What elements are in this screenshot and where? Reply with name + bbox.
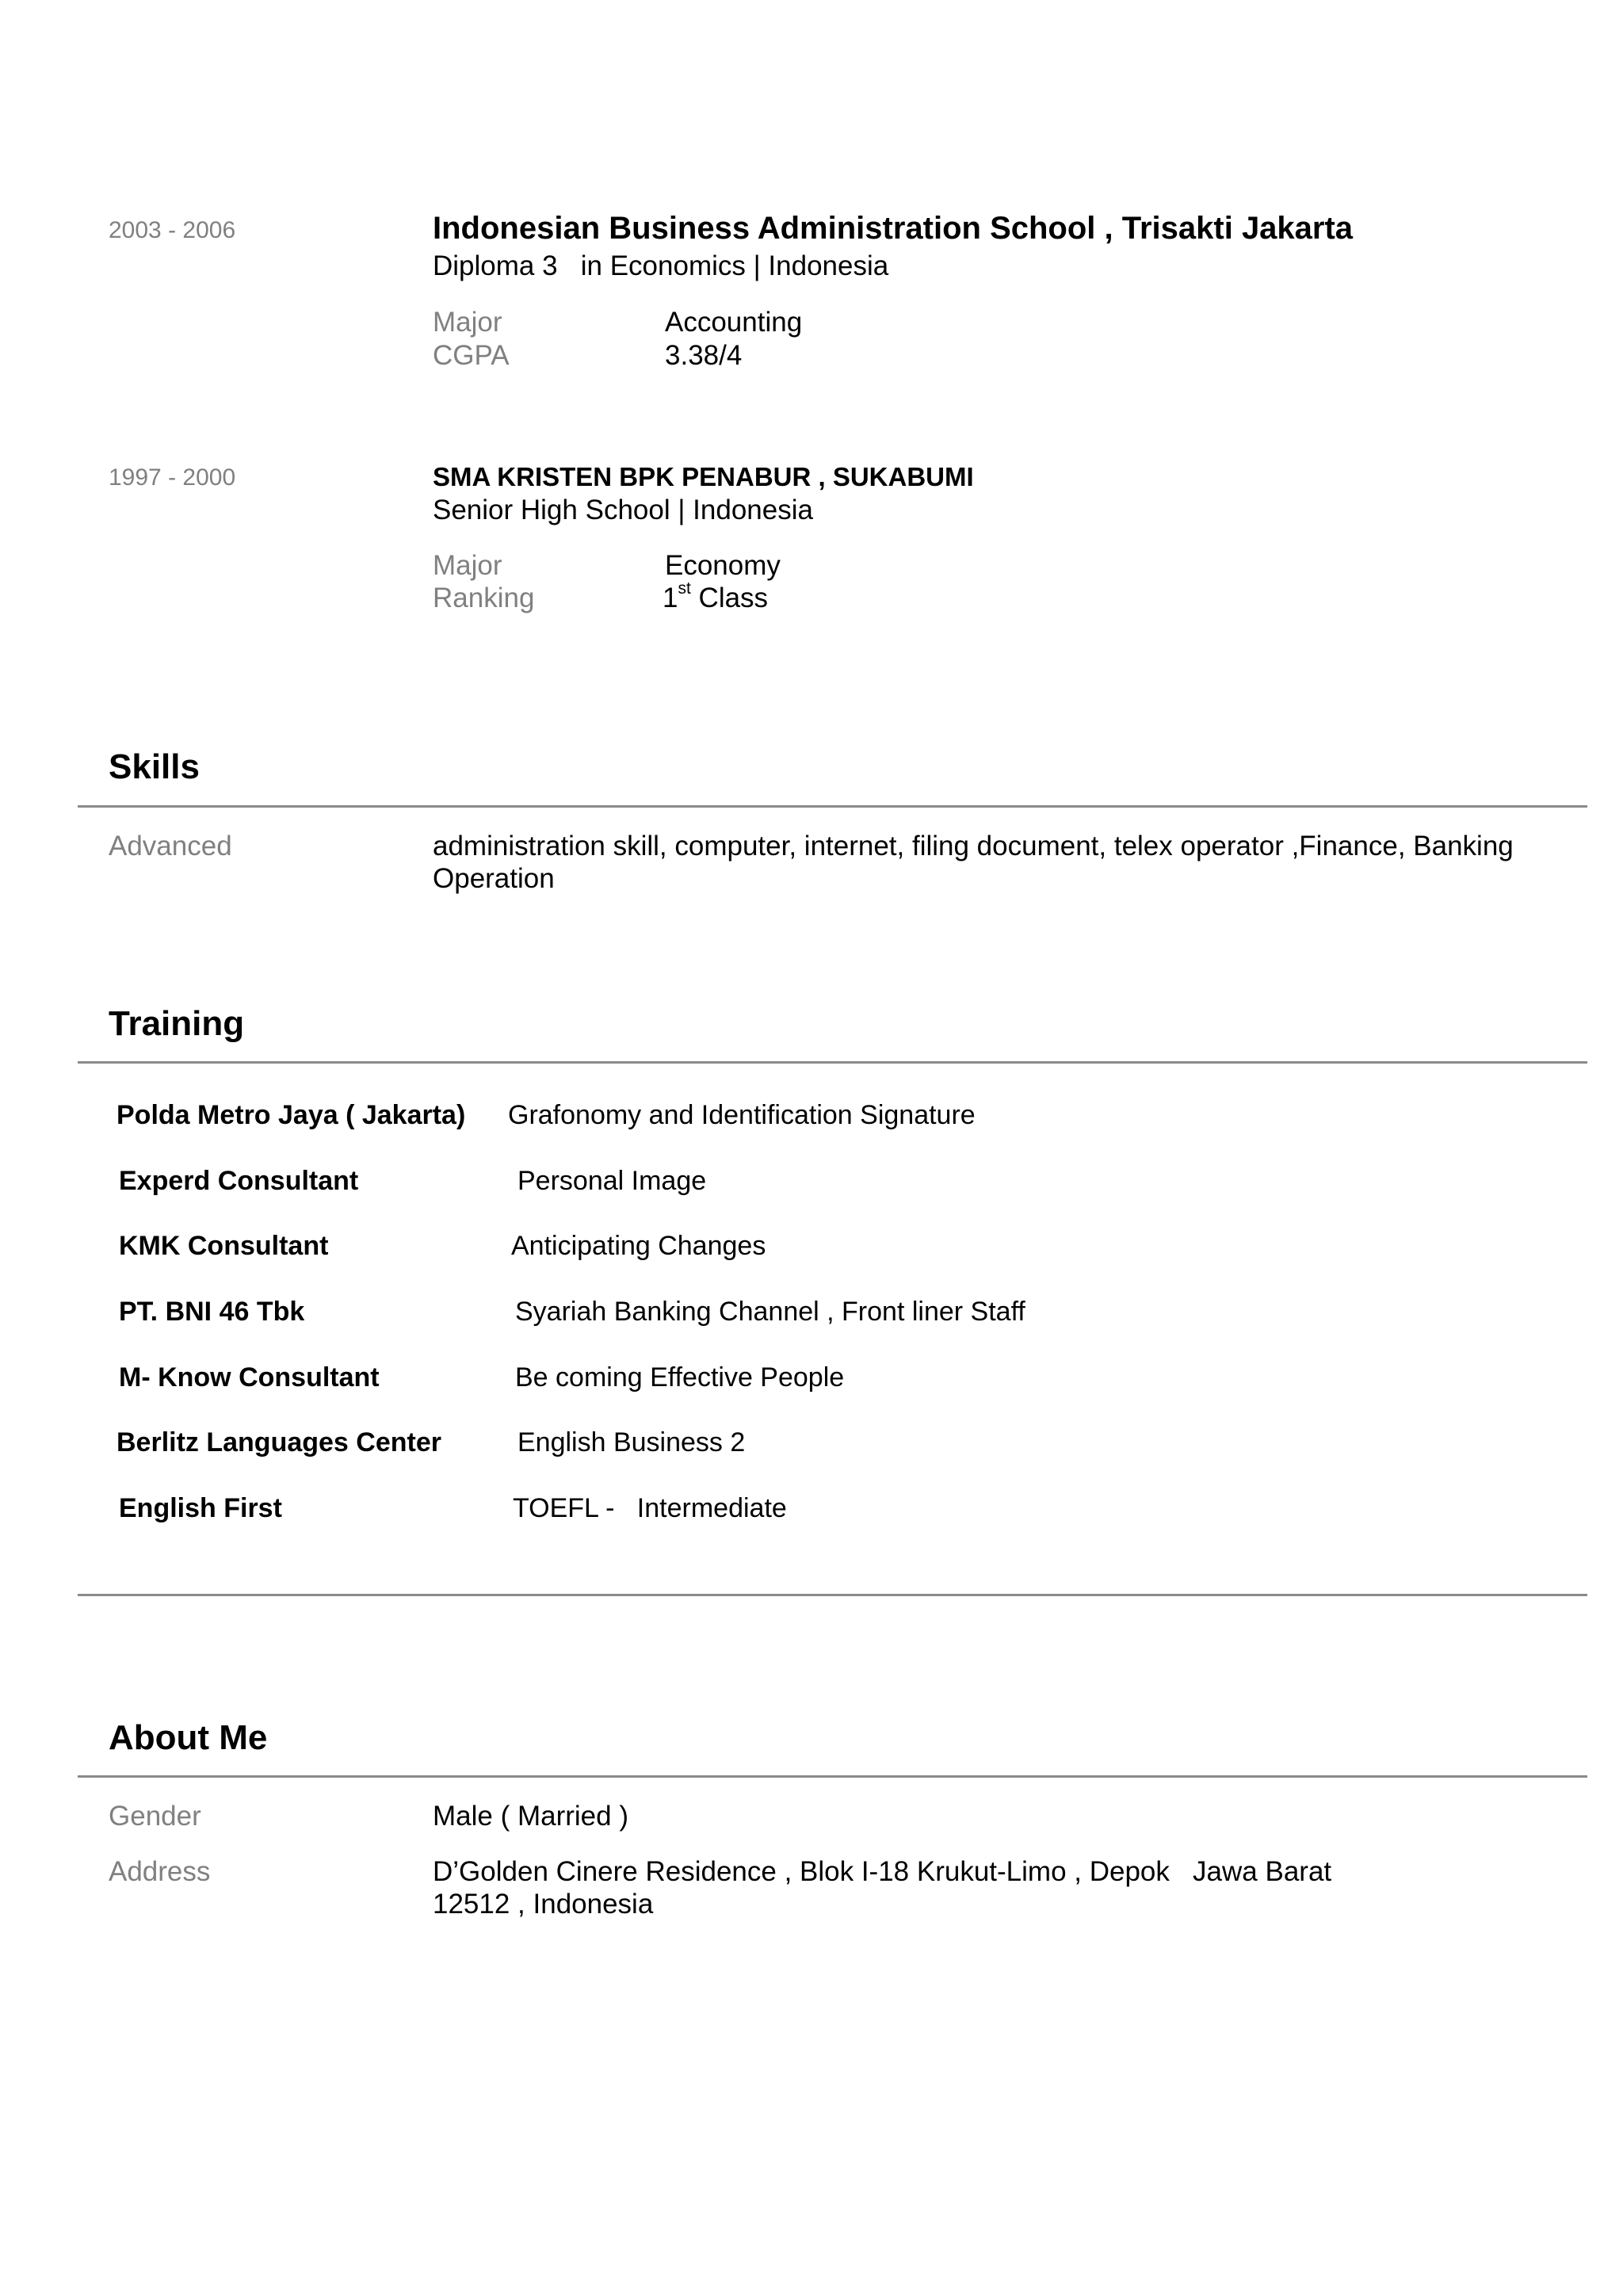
education-2-ranking-label: Ranking	[433, 583, 535, 613]
skills-text-line2: Operation	[433, 863, 555, 894]
training-divider-top	[78, 1061, 1587, 1064]
education-1-cgpa-value: 3.38/4	[665, 340, 743, 371]
training-course-2: Personal Image	[517, 1166, 707, 1196]
training-org-6: Berlitz Languages Center	[116, 1427, 441, 1457]
skills-divider	[78, 805, 1587, 808]
education-2-date: 1997 - 2000	[109, 464, 236, 491]
education-2-ranking-value	[663, 579, 769, 614]
ranking-number: 1	[663, 583, 678, 613]
training-org-3: KMK Consultant	[119, 1231, 329, 1261]
training-org-1: Polda Metro Jaya ( Jakarta)	[116, 1100, 466, 1130]
address-label: Address	[109, 1856, 211, 1887]
gender-value: Male ( Married )	[433, 1801, 628, 1832]
education-2-school: SMA KRISTEN BPK PENABUR , SUKABUMI	[433, 462, 974, 491]
education-2-degree: Senior High School | Indonesia	[433, 495, 813, 525]
training-course-7: TOEFL - Intermediate	[513, 1493, 787, 1523]
ranking-rest: Class	[690, 583, 769, 613]
education-1-degree: Diploma 3 in Economics | Indonesia	[433, 250, 889, 281]
address-line1: D’Golden Cinere Residence , Blok I-18 Krukut-Limo , Depok Jawa Barat	[433, 1856, 1332, 1887]
education-1-school: Indonesian Business Administration School , Trisakti Jakarta	[433, 211, 1354, 246]
ranking-suffix: st	[678, 579, 691, 598]
education-1-cgpa-label: CGPA	[433, 340, 510, 371]
training-course-1: Grafonomy and Identification Signature	[508, 1100, 976, 1130]
education-1-major-label: Major	[433, 307, 502, 338]
training-course-3: Anticipating Changes	[511, 1231, 766, 1261]
address-line2: 12512 , Indonesia	[433, 1889, 654, 1920]
about-divider	[78, 1775, 1587, 1778]
skills-heading: Skills	[109, 747, 200, 786]
training-divider-bottom	[78, 1594, 1587, 1596]
gender-label: Gender	[109, 1801, 201, 1832]
training-course-5: Be coming Effective People	[515, 1362, 845, 1392]
skills-text-line1: administration skill, computer, internet, filing document, telex operator ,Finance, Banking	[433, 831, 1514, 861]
training-course-6: English Business 2	[517, 1427, 746, 1457]
education-1-date: 2003 - 2006	[109, 217, 236, 243]
training-org-2: Experd Consultant	[119, 1166, 359, 1196]
about-heading: About Me	[109, 1718, 268, 1757]
education-2-major-label: Major	[433, 550, 502, 581]
education-2-major-value: Economy	[665, 550, 781, 581]
training-org-5: M- Know Consultant	[119, 1362, 380, 1392]
training-org-7: English First	[119, 1493, 282, 1523]
training-heading: Training	[109, 1004, 245, 1043]
education-1-major-value: Accounting	[665, 307, 803, 338]
skills-level: Advanced	[109, 831, 232, 861]
training-course-4: Syariah Banking Channel , Front liner Staff	[515, 1297, 1025, 1327]
training-org-4: PT. BNI 46 Tbk	[119, 1297, 305, 1327]
